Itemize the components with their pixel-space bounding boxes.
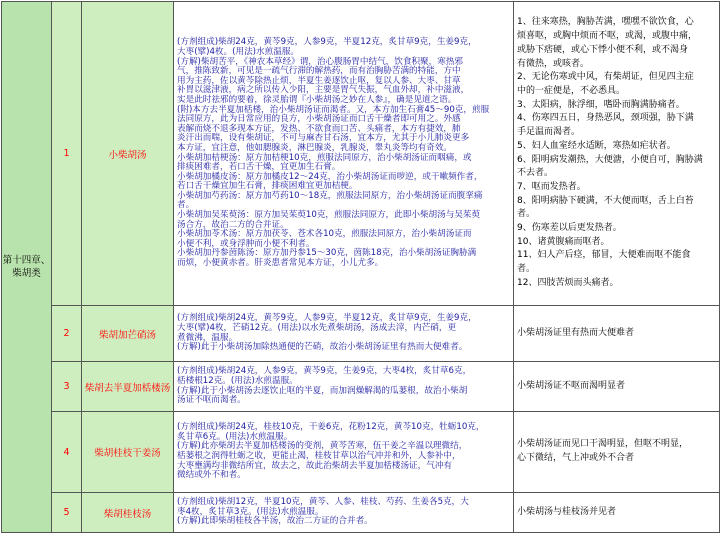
text-line: 汤证不呕而渴者。 <box>177 395 246 406</box>
text-line: 小柴胡加吴茱萸汤：原方加吴茱萸10克，煎服法同原方，此即小柴胡汤与吴茱萸 <box>177 210 481 221</box>
text-line: 炙甘草6克。(用法)水煎温服。 <box>177 431 293 442</box>
text-line: 小柴胡加橘皮汤：原方加橘皮12～24克，治小柴胡汤证而哕逆，或干嗽频作者， <box>177 171 483 182</box>
text-line: 表解而烧不退多现本方证，发热、不欲食而口苦、头痛者，本方有捷效，肺 <box>177 123 461 134</box>
text-line: 7、呕而发热者。 <box>517 181 586 192</box>
text-line: (方解)此即柴胡桂枝各半汤，故治二方证的合并者。 <box>177 516 373 527</box>
text-line: 6、阳明病发潮热，大便溏，小便自可，胸胁满 <box>517 154 703 165</box>
text-line: 本方证，宜注意，他如腮腺炎，淋巴腺炎，乳腺炎，睾丸炎等均有奇效。 <box>177 142 453 153</box>
syndrome-description <box>514 306 720 362</box>
syndrome-description <box>514 412 720 493</box>
formula-name: 柴胡桂枝汤 <box>82 493 174 533</box>
text-line: 小柴胡汤与桂枝汤并见者 <box>517 506 617 517</box>
chapter-label-text: 第十四章、柴胡类 <box>2 255 51 279</box>
syndrome-description <box>514 493 720 533</box>
text-line: 法同原方，此为日常应用的良方，小柴胡汤证而口舌干燥者即可用之。外感 <box>177 114 461 125</box>
text-line: 排痰困难者，若口舌干燥，宜更加生石膏。 <box>177 162 341 173</box>
table-row <box>2 362 720 412</box>
formula-description <box>174 362 514 412</box>
text-line: (附)本方去半夏加栝楼，治小柴胡汤证而渴者。又，本方加生石膏45～90克，煎服 <box>177 104 490 115</box>
text-line: 8、阳明病胁下硬满，不大便而呕，舌上白苔 <box>517 195 694 206</box>
text-line: (方剂组成)柴胡12克，半夏10克，黄芩、人参、桂枝、芍药、生姜各5克，大 <box>177 497 469 508</box>
text-line: 有微热，或咳者。 <box>517 58 590 69</box>
text-line: 3、太阳病，脉浮细，嗜卧而胸满胁痛者。 <box>517 99 685 110</box>
text-line: 小柴胡加芍药汤：原方加芍药10～18克，煎服法同原方，治小柴胡汤证而腹挛痛 <box>177 190 483 201</box>
text-line: 小柴胡汤证里有热而大便难者 <box>517 327 635 338</box>
text-line: 小柴胡加桔梗汤：原方加桔梗10克，煎服法同原方，治小柴胡汤证而咽痛，或 <box>177 152 472 163</box>
text-line: 4、伤寒四五日，身热恶风，颈项强，胁下满 <box>517 113 694 124</box>
text-line: 不去者。 <box>517 168 554 179</box>
text-line: 若口舌干燥宜加生石膏，排痰困难宜更加桔梗。 <box>177 181 358 192</box>
text-line: 补胃以滋津液，病之所以传入少阳，主要是胃气失振，气血外却，补中滋液， <box>177 85 470 96</box>
syndrome-description <box>514 2 720 306</box>
text-line: 中的一症便是，不必悉具。 <box>517 85 626 96</box>
table-row <box>2 412 720 493</box>
text-line: 而烦，小便黄赤者。肝炎患者常见本方证，小儿尤多。 <box>177 258 384 269</box>
text-line: 实是此时祛邪的要着，徐灵胎谓『小柴胡汤之妙在人参』，确是见道之语。 <box>177 94 457 105</box>
text-line: 小便不利，或身浮肿而小便不利者。 <box>177 238 315 249</box>
row-number: 1 <box>52 2 82 306</box>
row-number: 3 <box>52 362 82 412</box>
text-line: 小柴胡加苓术汤：原方加茯苓、苍术各10克，煎服法同原方，治小柴胡汤证而 <box>177 229 472 240</box>
text-line: 心下微结，气上冲或外不合者 <box>517 453 635 463</box>
text-line: 栝楼根12克。(用法)水煎温服。 <box>177 375 298 386</box>
text-line: (方解)柴胡苦平，《神农本草经》谓，治心腹肠胃中结气，饮食积聚，寒热邪 <box>177 56 464 67</box>
formula-table <box>1 1 720 533</box>
table-row <box>2 306 720 362</box>
text-line: 9、伤寒差以后更发热者。 <box>517 223 622 234</box>
text-line: 2、无论伤寒或中风，有柴胡证，但见四主症 <box>517 72 694 83</box>
formula-name: 柴胡加芒硝汤 <box>82 306 174 362</box>
text-line: 汤合方，故治二方的合并证。 <box>177 219 289 230</box>
table-row <box>2 2 720 306</box>
table-row <box>2 493 720 533</box>
row-number: 2 <box>52 306 82 362</box>
text-line: (方剂组成)柴胡24克，黄芩9克，人参9克，半夏12克，炙甘草9克，生姜9克， <box>177 37 477 48</box>
text-line: 者。 <box>517 264 536 275</box>
text-line: 小柴胡汤证而见口干渴明显，但呕不明显， <box>517 439 689 450</box>
text-line: 5、妇人血室经水适断，寒热如疟状者。 <box>517 140 676 151</box>
text-line: 栝蒌根之润得牡蛎之收，更能止渴，桂枝甘草以治气冲并和外，人参补中， <box>177 451 461 461</box>
text-line: 大枣(擘)4枚。(用法)水煎温服。 <box>177 46 300 57</box>
text-line: (方剂组成)柴胡24克，桂枝10克，干姜6克，花粉12克，黄芩10克，牡蛎10克， <box>177 422 485 433</box>
text-line: (方解)此于小柴胡汤去逐饮止呕的半夏，而加润燥解渴的瓜蒌根，故治小柴胡 <box>177 385 468 396</box>
text-line: 煮微沸，温服。 <box>177 332 238 343</box>
text-line: 11、妇人产后痉，郁冒，大便难而呕不能食 <box>517 250 691 261</box>
text-line: (方解)此亦柴胡去半夏加栝楼汤的变剂，黄芩苦寒，伍干姜之辛温以理微结， <box>177 441 468 452</box>
text-line: 者。 <box>177 200 195 211</box>
text-line: 大枣壅满均非微结所宜，故去之，故此治柴胡去半夏加栝楼汤证，气冲有 <box>177 460 453 471</box>
row-number: 5 <box>52 493 82 533</box>
text-line: 或胁下痞硬，或心下悸小便不利，或不渴身 <box>517 44 689 55</box>
formula-description <box>174 306 514 362</box>
row-number: 4 <box>52 412 82 493</box>
text-line: 者。 <box>517 209 536 220</box>
formula-name: 柴胡桂枝干姜汤 <box>82 412 174 493</box>
text-line: (方剂组成)柴胡24克，黄芩9克，人参9克，半夏12克，炙甘草9克，生姜9克， <box>177 313 477 324</box>
text-line: 1、往来寒热，胸胁苦满，嘿嘿不欲饮食，心 <box>517 17 694 28</box>
syndrome-description <box>514 362 720 412</box>
text-line: 烦喜呕，或胸中烦而不呕，或渴，或腹中痛， <box>517 31 698 42</box>
text-line: (方剂组成)柴胡24克，人参9克，黄芩9克，生姜9克，大枣4枚，炙甘草6克， <box>177 366 472 377</box>
text-line: 12、四肢苦烦而头痛者。 <box>517 277 619 288</box>
formula-name: 小柴胡汤 <box>82 2 174 306</box>
chapter-group-label <box>2 2 52 533</box>
text-line: (方解)此于小柴胡汤加除热通便的芒硝，故治小柴胡汤证里有热而大便难者。 <box>177 342 468 353</box>
text-line: 枣4枚，炙甘草3克。(用法)水煎温服。 <box>177 506 324 517</box>
text-line: 大枣(擘)4枚，芒硝12克。(用法)以水先煮柴胡汤，汤成去滓，内芒硝，更 <box>177 322 457 333</box>
formula-description <box>174 2 514 306</box>
text-line: 10、诸黄腹痛而呕者。 <box>517 236 610 247</box>
text-line: 气，推陈致新，可见是一疏气行滞的解热药，而有治胸胁苦满的特能，方中 <box>177 66 461 77</box>
text-line: 炎汗出而喘，设有柴胡证，不可与麻杏甘石汤，宜本方，尤其于小儿肺炎更多 <box>177 133 470 144</box>
text-line: 小柴胡汤证不呕而渴明显者 <box>517 380 626 391</box>
text-line: 小柴胡加丹参茵陈汤：原方加丹参15～30克，茵陈18克，治小柴胡汤证胸胁满 <box>177 248 477 259</box>
formula-name: 柴胡去半夏加栝楼汤 <box>82 362 174 412</box>
formula-description <box>174 412 514 493</box>
text-line: 用为主药，佐以黄芩除热止烦，半夏生姜逐饮止呕，复以人参、大枣、甘草 <box>177 75 461 86</box>
text-line: 微结或外不和者。 <box>177 470 246 481</box>
text-line: 手足温而渴者。 <box>517 127 581 138</box>
formula-description <box>174 493 514 533</box>
